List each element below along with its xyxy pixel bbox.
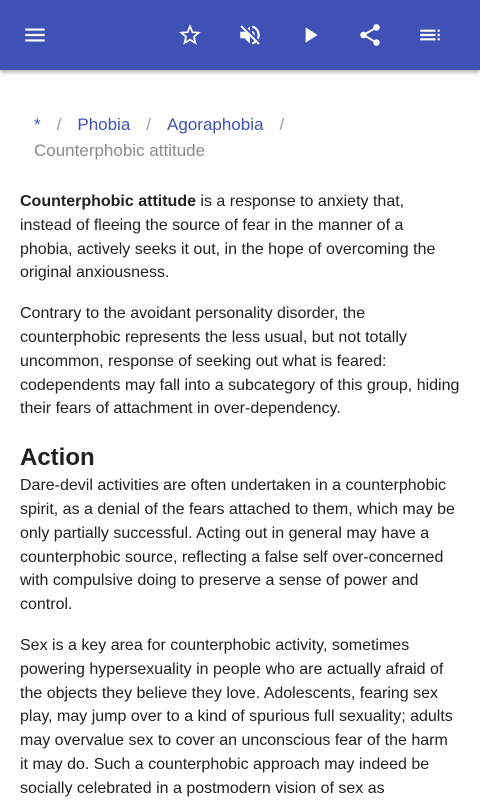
favorite-button[interactable]	[170, 15, 210, 55]
breadcrumb-separator: /	[56, 115, 62, 134]
breadcrumb-link-agoraphobia[interactable]: Agoraphobia	[167, 115, 264, 134]
breadcrumb-separator: /	[279, 115, 285, 134]
play-button[interactable]	[290, 15, 330, 55]
breadcrumb-link-phobia[interactable]: Phobia	[77, 115, 131, 134]
intro-text: is a response to anxiety that, instead of fleeing the source of fear in the manner of a phobia, actively seeks it out, in the hope of overcoming the original anxiousness.	[20, 193, 436, 282]
body-paragraph: Dare-devil activities are often undertaken in a counterphobic spirit, as a denial of the fears attached to them, which may be only partially successful. Acting out in general may have a counterphobic source, reflecting a false self over-concerned with compulsive doing to preserve a sense of power and control.	[20, 477, 455, 614]
body-paragraph: Contrary to the avoidant personality disorder, the counterphobic represents the less usual, but not totally uncommon, response of seeking out what is feared: codependents may fall into a subcategory of this group, hiding their fears of attachment in over-dependency.	[20, 305, 460, 418]
section-heading-action: Action	[20, 444, 95, 472]
article-term: Counterphobic attitude	[20, 193, 196, 210]
breadcrumb-home-link[interactable]: *	[34, 115, 41, 134]
breadcrumb-current-page: Counterphobic attitude	[34, 141, 206, 160]
intro-paragraph	[20, 190, 460, 285]
share-icon	[357, 22, 383, 48]
play-icon	[297, 22, 323, 48]
toc-list-icon	[417, 22, 443, 48]
app-toolbar	[0, 0, 480, 70]
share-button[interactable]	[350, 15, 390, 55]
body-paragraph: Sex is a key area for counterphobic activity, sometimes powering hypersexuality in people who are actually afraid of the objects they believe they love. Adolescents, fearing sex play, may jump over to a kind of spurious full sexuality; adults may overvalue sex to cover an unconscious fear of the harm it may do. Such a counterphobic approach may indeed be socially celebrated in a postmodern vision of sex as	[20, 636, 453, 797]
menu-button[interactable]	[15, 15, 55, 55]
mute-button[interactable]	[230, 15, 270, 55]
table-of-contents-button[interactable]	[410, 15, 450, 55]
menu-icon	[22, 22, 48, 48]
volume-off-icon	[237, 22, 263, 48]
breadcrumb-separator: /	[146, 115, 152, 134]
article-content	[20, 70, 460, 801]
breadcrumb	[20, 112, 460, 164]
star-outline-icon	[177, 22, 203, 48]
